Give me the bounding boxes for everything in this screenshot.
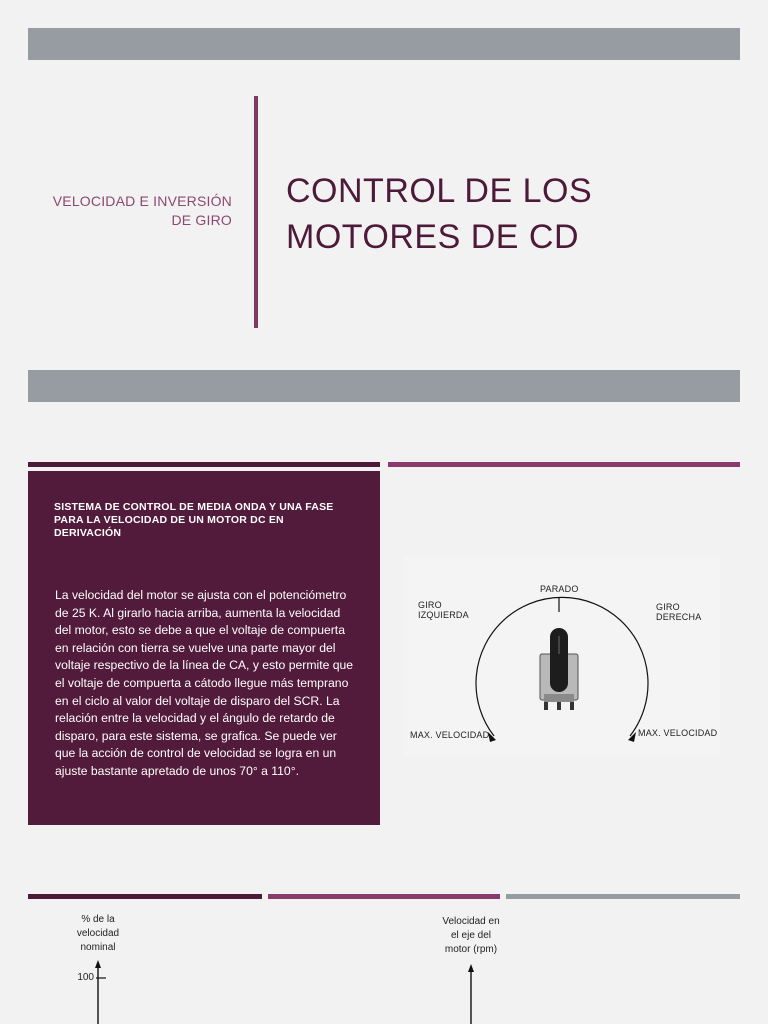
accent-bar-left [28, 462, 380, 467]
pot-pin [544, 702, 548, 710]
slide-title: CONTROL DE LOS MOTORES DE CD [286, 172, 593, 256]
panel-heading: SISTEMA DE CONTROL DE MEDIA ONDA Y UNA FASE PARA LA VELOCIDAD DE UN MOTOR DC EN DERIVACIÓN [54, 501, 334, 539]
label-parado: PARADO [540, 584, 579, 594]
header-bar [28, 370, 740, 402]
right-axis-label-2: el eje del [450, 930, 492, 941]
label-max-right: MAX. VELOCIDAD [638, 728, 718, 738]
pot-base [544, 694, 574, 702]
left-tick-100: 100 [77, 972, 94, 983]
pot-slot [558, 636, 560, 654]
slide-subtitle: VELOCIDAD E INVERSIÓN DE GIRO [52, 193, 232, 228]
vertical-divider [254, 96, 258, 328]
panel-body: La velocidad del motor se ajusta con el potenciómetro de 25 K. Al girarlo hacia arriba, aumenta la velocidad del motor, esto se debe a que el voltaje de compuerta en relación con tierra se vuelve una parte mayor del voltaje respectivo de la línea de CA, y esto permite que el voltaje de compuerta a cátodo llegue más temprano en el ciclo al valor del voltaje de disparo del SCR. La relación entre la velocidad y el ángulo de retardo de disparo, para este sistema, se grafica. Se puede ver que la acción de control de velocidad se logra en un ajuste bastante apretado de unos 70° a 110°. [55, 588, 354, 778]
pot-pin [570, 702, 574, 710]
pot-pin [557, 702, 561, 710]
right-axis-arrow-icon [468, 964, 474, 972]
left-axis-label-1: % de la [81, 914, 115, 925]
header-bar [28, 28, 740, 60]
left-axis-arrow-icon [95, 960, 101, 968]
graph-slide [0, 850, 768, 1024]
right-axis-label-1: Velocidad en [442, 916, 500, 927]
label-giro-izq: GIRO [418, 600, 442, 610]
right-axis-label-3: motor (rpm) [444, 944, 498, 955]
label-giro-der: GIRO [656, 602, 680, 612]
accent-bar-right [388, 462, 740, 467]
left-axis-label-3: nominal [80, 942, 116, 953]
speed-graph-axes [0, 850, 768, 1024]
content-slide [0, 360, 768, 850]
label-derecha: DERECHA [656, 612, 702, 622]
title-slide [0, 0, 768, 360]
text-panel [28, 471, 380, 825]
potentiometer-diagram [404, 556, 720, 756]
label-max-left: MAX. VELOCIDAD [410, 730, 490, 740]
left-axis-label-2: velocidad [76, 928, 120, 939]
label-izquierda: IZQUIERDA [418, 610, 469, 620]
